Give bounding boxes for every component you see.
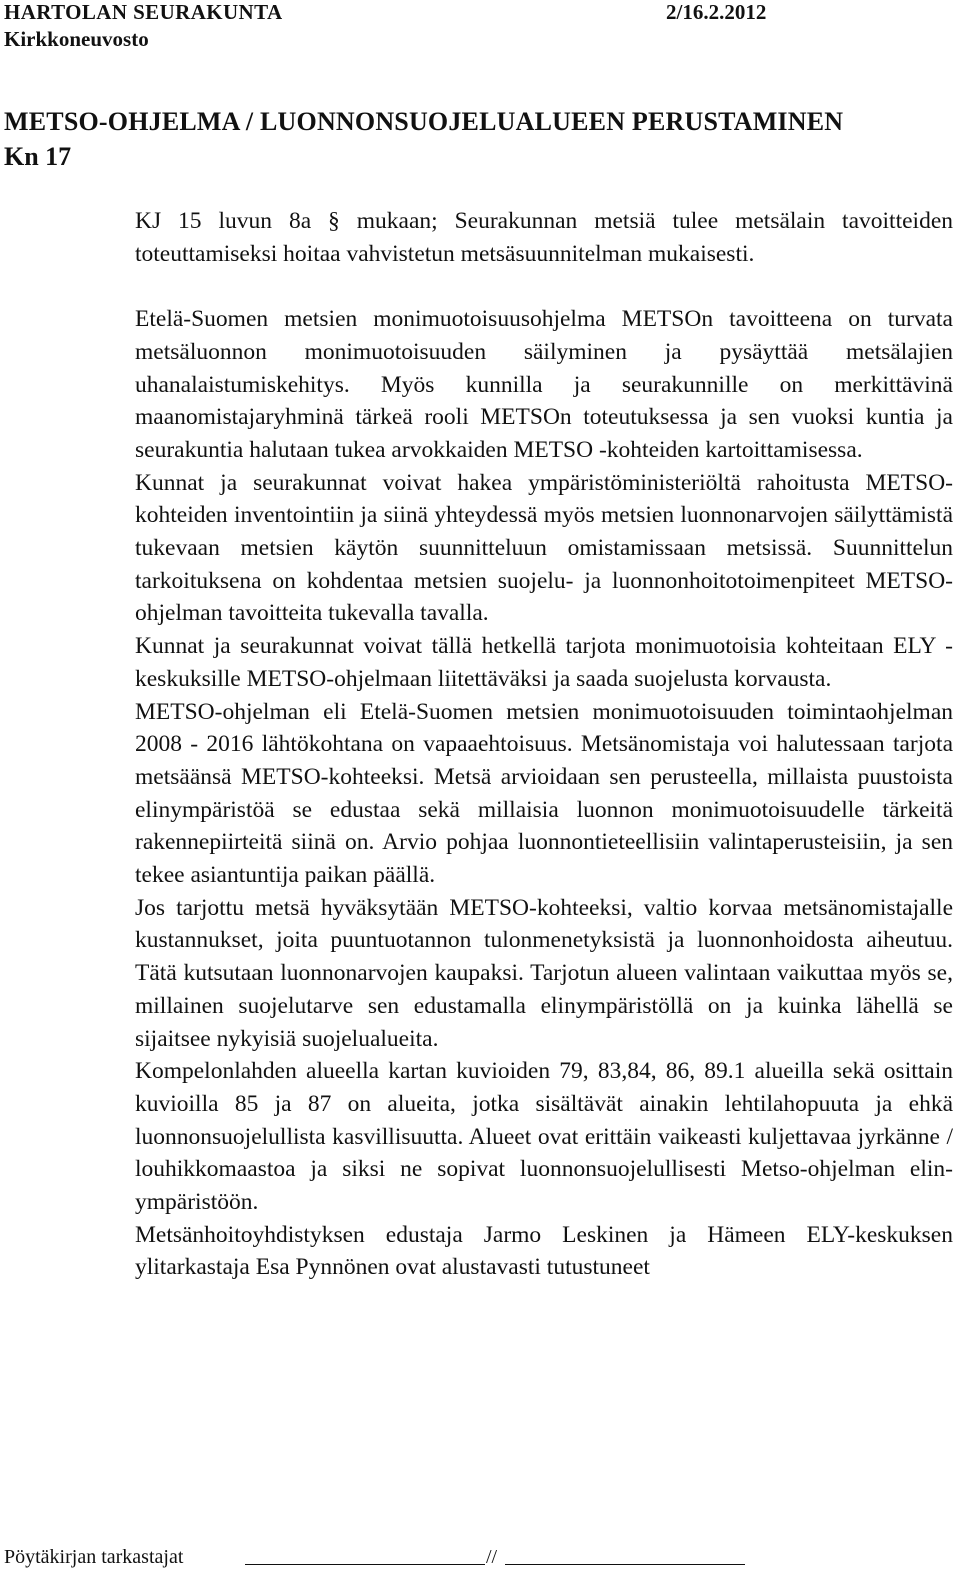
paragraph-ely-offer: Kunnat ja seurakunnat voivat tällä hetkellä tarjota monimuotoisia kohteitaan ELY -keskuksille METSO-ohjelmaan liitettäväksi ja saada suojelusta korvausta. xyxy=(135,633,953,692)
paragraph-kj-reference: KJ 15 luvun 8a § mukaan; Seurakunnan metsiä tulee metsälain tavoitteiden toteuttamiseksi hoitaa vahvistetun metsäsuunnitelman mukaisesti. xyxy=(135,208,953,267)
paragraph-metso-goal: Etelä-Suomen metsien monimuotoisuusohjelma METSOn tavoitteena on turvata metsäluonnon monimuotoisuuden säilyminen ja pysäyttää metsälajien uhanalaistumiskehitys. Myös kunnilla ja seurakunnille on merkittävinä maanomistajaryhminä tärkeä rooli METSOn toteutuksessa ja sen vuoksi kuntia ja seurakuntia halutaan tukea arvokkaiden METSO -kohteiden kartoittamisessa. xyxy=(135,306,953,463)
paragraph-inspection: Metsänhoitoyhdistyksen edustaja Jarmo Leskinen ja Hämeen ELY-keskuksen ylitarkastaja Esa Pynnönen ovat alustavasti tutustuneet xyxy=(135,1221,953,1281)
footer-label: Pöytäkirjan tarkastajat xyxy=(4,1546,184,1568)
paragraph-compensation: Jos tarjottu metsä hyväksytään METSO-kohteeksi, valtio korvaa metsänomistajalle kustannukset, joita puuntuotannon tulonmenetyksistä ja luonnonhoidosta aiheutuu. Tätä kutsutaan luonnonarvojen kaupaksi. Tarjotun alueen valintaan vaikuttaa myös se, millainen suojelutarve sen edustamalla elinympäristöllä on ja kuinka lähellä se sijaitsee nykyisiä suojelualueita. xyxy=(135,894,953,1052)
document-body xyxy=(135,205,953,1284)
signature-line-2 xyxy=(505,1564,745,1565)
footer-separator: // xyxy=(486,1546,498,1568)
signature-line-1 xyxy=(245,1564,485,1565)
organization-name: HARTOLAN SEURAKUNTA xyxy=(4,0,283,24)
paragraph-funding: Kunnat ja seurakunnat voivat hakea ympäristöministeriöltä rahoitusta METSO-kohteiden inventointiin ja siinä yhteydessä myös metsien luonnonarvojen säilyttämistä tukevaan metsien käytön suunnitteluun omistamissaan metsissä. Suunnittelun tarkoituksena on kohdentaa metsien suojelu- ja luonnonhoitotoimenpiteet METSO-ohjelman tavoitteita tukevalla tavalla. xyxy=(135,469,953,627)
governing-body: Kirkkoneuvosto xyxy=(4,27,149,51)
section-number: Kn 17 xyxy=(4,142,72,171)
paragraph-kompelonlahti: Kompelonlahden alueella kartan kuvioiden 79, 83,84, 86, 89.1 alueilla sekä osittain kuvioilla 85 ja 87 on alueita, jotka sisältävät ainakin lehtilahopuuta ja ehkä luonnonsuojelullista kasvillisuutta. Alueet ovat erittäin vaikeasti kuljettavaa jyrkänne / louhikkomaastoa ja siksi ne sopivat luonnonsuojelullisesti Metso-ohjelman elin-ympäristöön. xyxy=(135,1058,953,1216)
section-title: METSO-OHJELMA / LUONNONSUOJELUALUEEN PERUSTAMINEN xyxy=(4,107,844,136)
page-date: 2/16.2.2012 xyxy=(666,0,767,24)
paragraph-voluntary: METSO-ohjelman eli Etelä-Suomen metsien monimuotoisuuden toimintaohjelman 2008 - 2016 lähtökohtana on vapaaehtoisuus. Metsänomistaja voi halutessaan tarjota metsäänsä METSO-kohteeksi. Metsä arvioidaan sen perusteella, millaista puustoista elinympäristöä se edustaa sekä millaisia luonnon monimuotoisuudelle tärkeitä rakennepiirteitä siinä on. Arvio pohjaa luonnontieteellisiin valintaperusteisiin, ja sen tekee asiantuntija paikan päällä. xyxy=(135,698,953,889)
paragraph-spacer xyxy=(135,270,953,303)
